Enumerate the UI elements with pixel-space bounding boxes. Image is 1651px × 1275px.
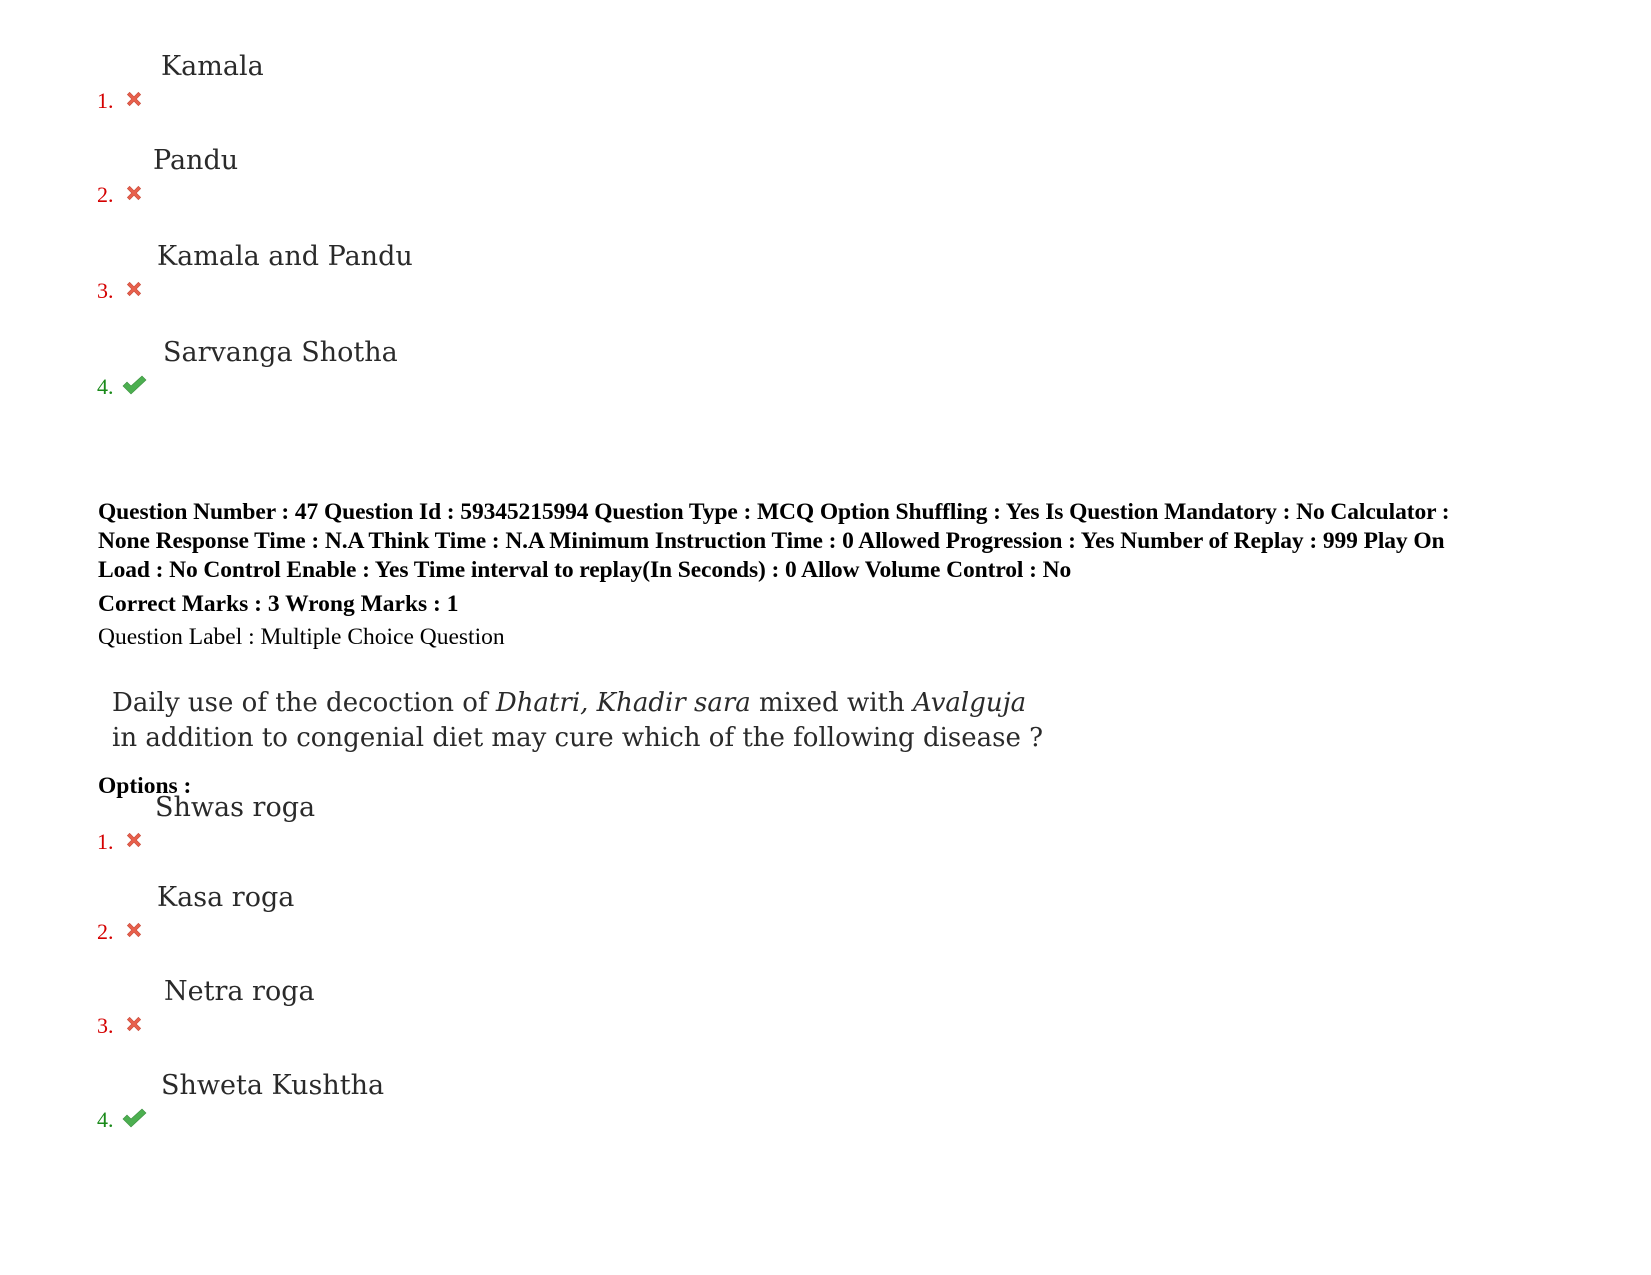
option-2 xyxy=(97,883,797,943)
option-1 xyxy=(97,793,797,853)
metadata-line: None Response Time : N.A Think Time : N.A Minimum Instruction Time : 0 Allowed Progression : Yes Number of Replay : 999 Play On xyxy=(98,528,1445,554)
question-metadata xyxy=(98,498,1568,585)
question-line-1 xyxy=(112,686,1043,721)
cross-icon xyxy=(123,182,145,204)
prev-option-3 xyxy=(97,242,797,302)
option-text: Shwas roga xyxy=(155,792,316,823)
cross-icon xyxy=(123,919,145,941)
question-text-italic: Dhatri, Khadir sara xyxy=(495,688,751,718)
option-text: Kamala and Pandu xyxy=(157,241,413,272)
question-line-2: in addition to congenial diet may cure which of the following disease ? xyxy=(112,723,1044,753)
option-text: Netra roga xyxy=(164,976,315,1007)
option-number: 3. xyxy=(97,278,114,303)
option-4 xyxy=(97,1071,797,1131)
cross-icon xyxy=(123,278,145,300)
options-heading: Options : xyxy=(98,773,192,799)
cross-icon xyxy=(123,1013,145,1035)
option-3 xyxy=(97,977,797,1037)
cross-icon xyxy=(123,829,145,851)
question-text-italic: Avalguja xyxy=(913,688,1027,718)
option-number: 3. xyxy=(97,1013,114,1038)
option-number: 1. xyxy=(97,88,114,113)
option-number: 4. xyxy=(97,374,114,399)
option-number: 2. xyxy=(97,182,114,207)
prev-option-2 xyxy=(97,146,797,206)
option-number: 2. xyxy=(97,919,114,944)
check-icon xyxy=(121,374,147,396)
check-icon xyxy=(121,1107,147,1129)
marks-info: Correct Marks : 3 Wrong Marks : 1 xyxy=(98,591,459,617)
option-text: Shweta Kushtha xyxy=(161,1070,385,1101)
question-text-part: Daily use of the decoction of xyxy=(112,688,496,718)
question-label: Question Label : Multiple Choice Question xyxy=(98,624,505,650)
option-text: Pandu xyxy=(153,145,239,176)
option-text: Kamala xyxy=(161,51,264,82)
prev-option-1 xyxy=(97,52,797,112)
cross-icon xyxy=(123,88,145,110)
option-number: 1. xyxy=(97,829,114,854)
option-number: 4. xyxy=(97,1107,114,1132)
prev-option-4 xyxy=(97,338,797,398)
question-text-part: mixed with xyxy=(750,688,913,718)
metadata-line: Question Number : 47 Question Id : 59345215994 Question Type : MCQ Option Shuffling : Yes Is Question Mandatory : No Calculator : xyxy=(98,499,1450,525)
metadata-line: Load : No Control Enable : Yes Time interval to replay(In Seconds) : 0 Allow Volume Control : No xyxy=(98,557,1072,583)
option-text: Kasa roga xyxy=(157,882,295,913)
question-text xyxy=(112,686,1043,756)
option-text: Sarvanga Shotha xyxy=(163,337,398,368)
